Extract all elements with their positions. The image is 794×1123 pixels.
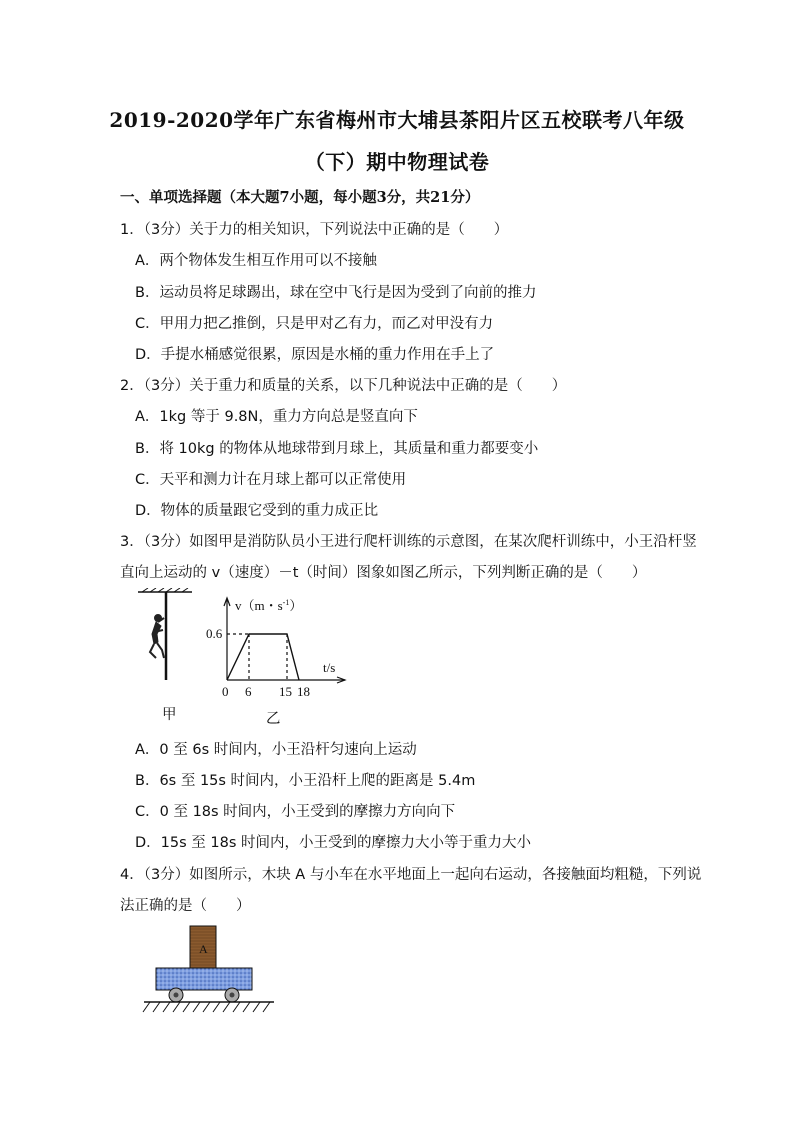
- exam-title-line2: （下）期中物理试卷: [304, 150, 490, 174]
- velocity-time-graph: [205, 592, 355, 702]
- question-2-option-a: A．1kg 等于 9.8N，重力方向总是竖直向下: [135, 409, 418, 425]
- y-tick-label: 0.6: [206, 626, 223, 641]
- pole-climb-figure: [136, 588, 196, 718]
- question-1-option-d: D．手提水桶感觉很累，原因是水桶的重力作用在手上了: [135, 347, 495, 363]
- x-tick-label-15: 15: [279, 684, 292, 699]
- question-4-stem-line2: 法正确的是（ ）: [120, 898, 251, 914]
- question-4-stem-line1: 4．（3分）如图所示，木块 A 与小车在水平地面上一起向右运动，各接触面均粗糙，下列说: [120, 867, 702, 883]
- wheel-icon: [225, 988, 239, 1002]
- question-1-option-a: A．两个物体发生相互作用可以不接触: [135, 253, 377, 269]
- figure-caption-yi: 乙: [266, 711, 281, 727]
- cart-body: [156, 968, 252, 990]
- question-3-option-d: D．15s 至 18s 时间内，小王受到的摩擦力大小等于重力大小: [135, 835, 532, 851]
- block-label: A: [199, 942, 208, 956]
- question-3-stem-line2: 直向上运动的 v（速度）－t（时间）图象如图乙所示，下列判断正确的是（ ）: [120, 565, 647, 581]
- y-axis-label: v（m・$s^{-1}$）: [235, 598, 303, 613]
- question-3-option-a: A．0 至 6s 时间内，小王沿杆匀速向上运动: [135, 742, 417, 758]
- figure-caption-jia: 甲: [162, 707, 177, 723]
- exam-title-line1: 2019-2020学年广东省梅州市大埔县茶阳片区五校联考八年级: [109, 108, 685, 132]
- ground-hatching: [143, 1002, 270, 1012]
- x-axis-label: t/s: [323, 660, 336, 675]
- question-2-option-b: B．将 10kg 的物体从地球带到月球上，其质量和重力都要变小: [135, 441, 539, 457]
- section-heading: 一、单项选择题（本大题7小题，每小题3分，共21分）: [120, 189, 480, 206]
- x-tick-label-18: 18: [297, 684, 310, 699]
- question-3-stem-line1: 3．（3分）如图甲是消防队员小王进行爬杆训练的示意图，在某次爬杆训练中，小王沿杆竖: [120, 534, 697, 550]
- wheel-icon: [169, 988, 183, 1002]
- question-1-stem: 1．（3分）关于力的相关知识，下列说法中正确的是（ ）: [120, 222, 509, 238]
- question-3-option-b: B．6s 至 15s 时间内，小王沿杆上爬的距离是 5.4m: [135, 773, 476, 789]
- question-2-stem: 2．（3分）关于重力和质量的关系，以下几种说法中正确的是（ ）: [120, 378, 567, 394]
- question-2-option-c: C．天平和测力计在月球上都可以正常使用: [135, 472, 407, 488]
- x-tick-label-6: 6: [245, 684, 252, 699]
- question-3-option-c: C．0 至 18s 时间内，小王受到的摩擦力方向向下: [135, 804, 456, 820]
- question-2-option-d: D．物体的质量跟它受到的重力成正比: [135, 503, 379, 519]
- block-on-cart-figure: [140, 924, 280, 1018]
- question-1-option-b: B．运动员将足球踢出，球在空中飞行是因为受到了向前的推力: [135, 285, 537, 301]
- question-1-option-c: C．甲用力把乙推倒，只是甲对乙有力，而乙对甲没有力: [135, 316, 494, 332]
- velocity-curve: [227, 634, 299, 680]
- climber-icon: [150, 615, 164, 659]
- x-tick-label-0: 0: [222, 684, 229, 699]
